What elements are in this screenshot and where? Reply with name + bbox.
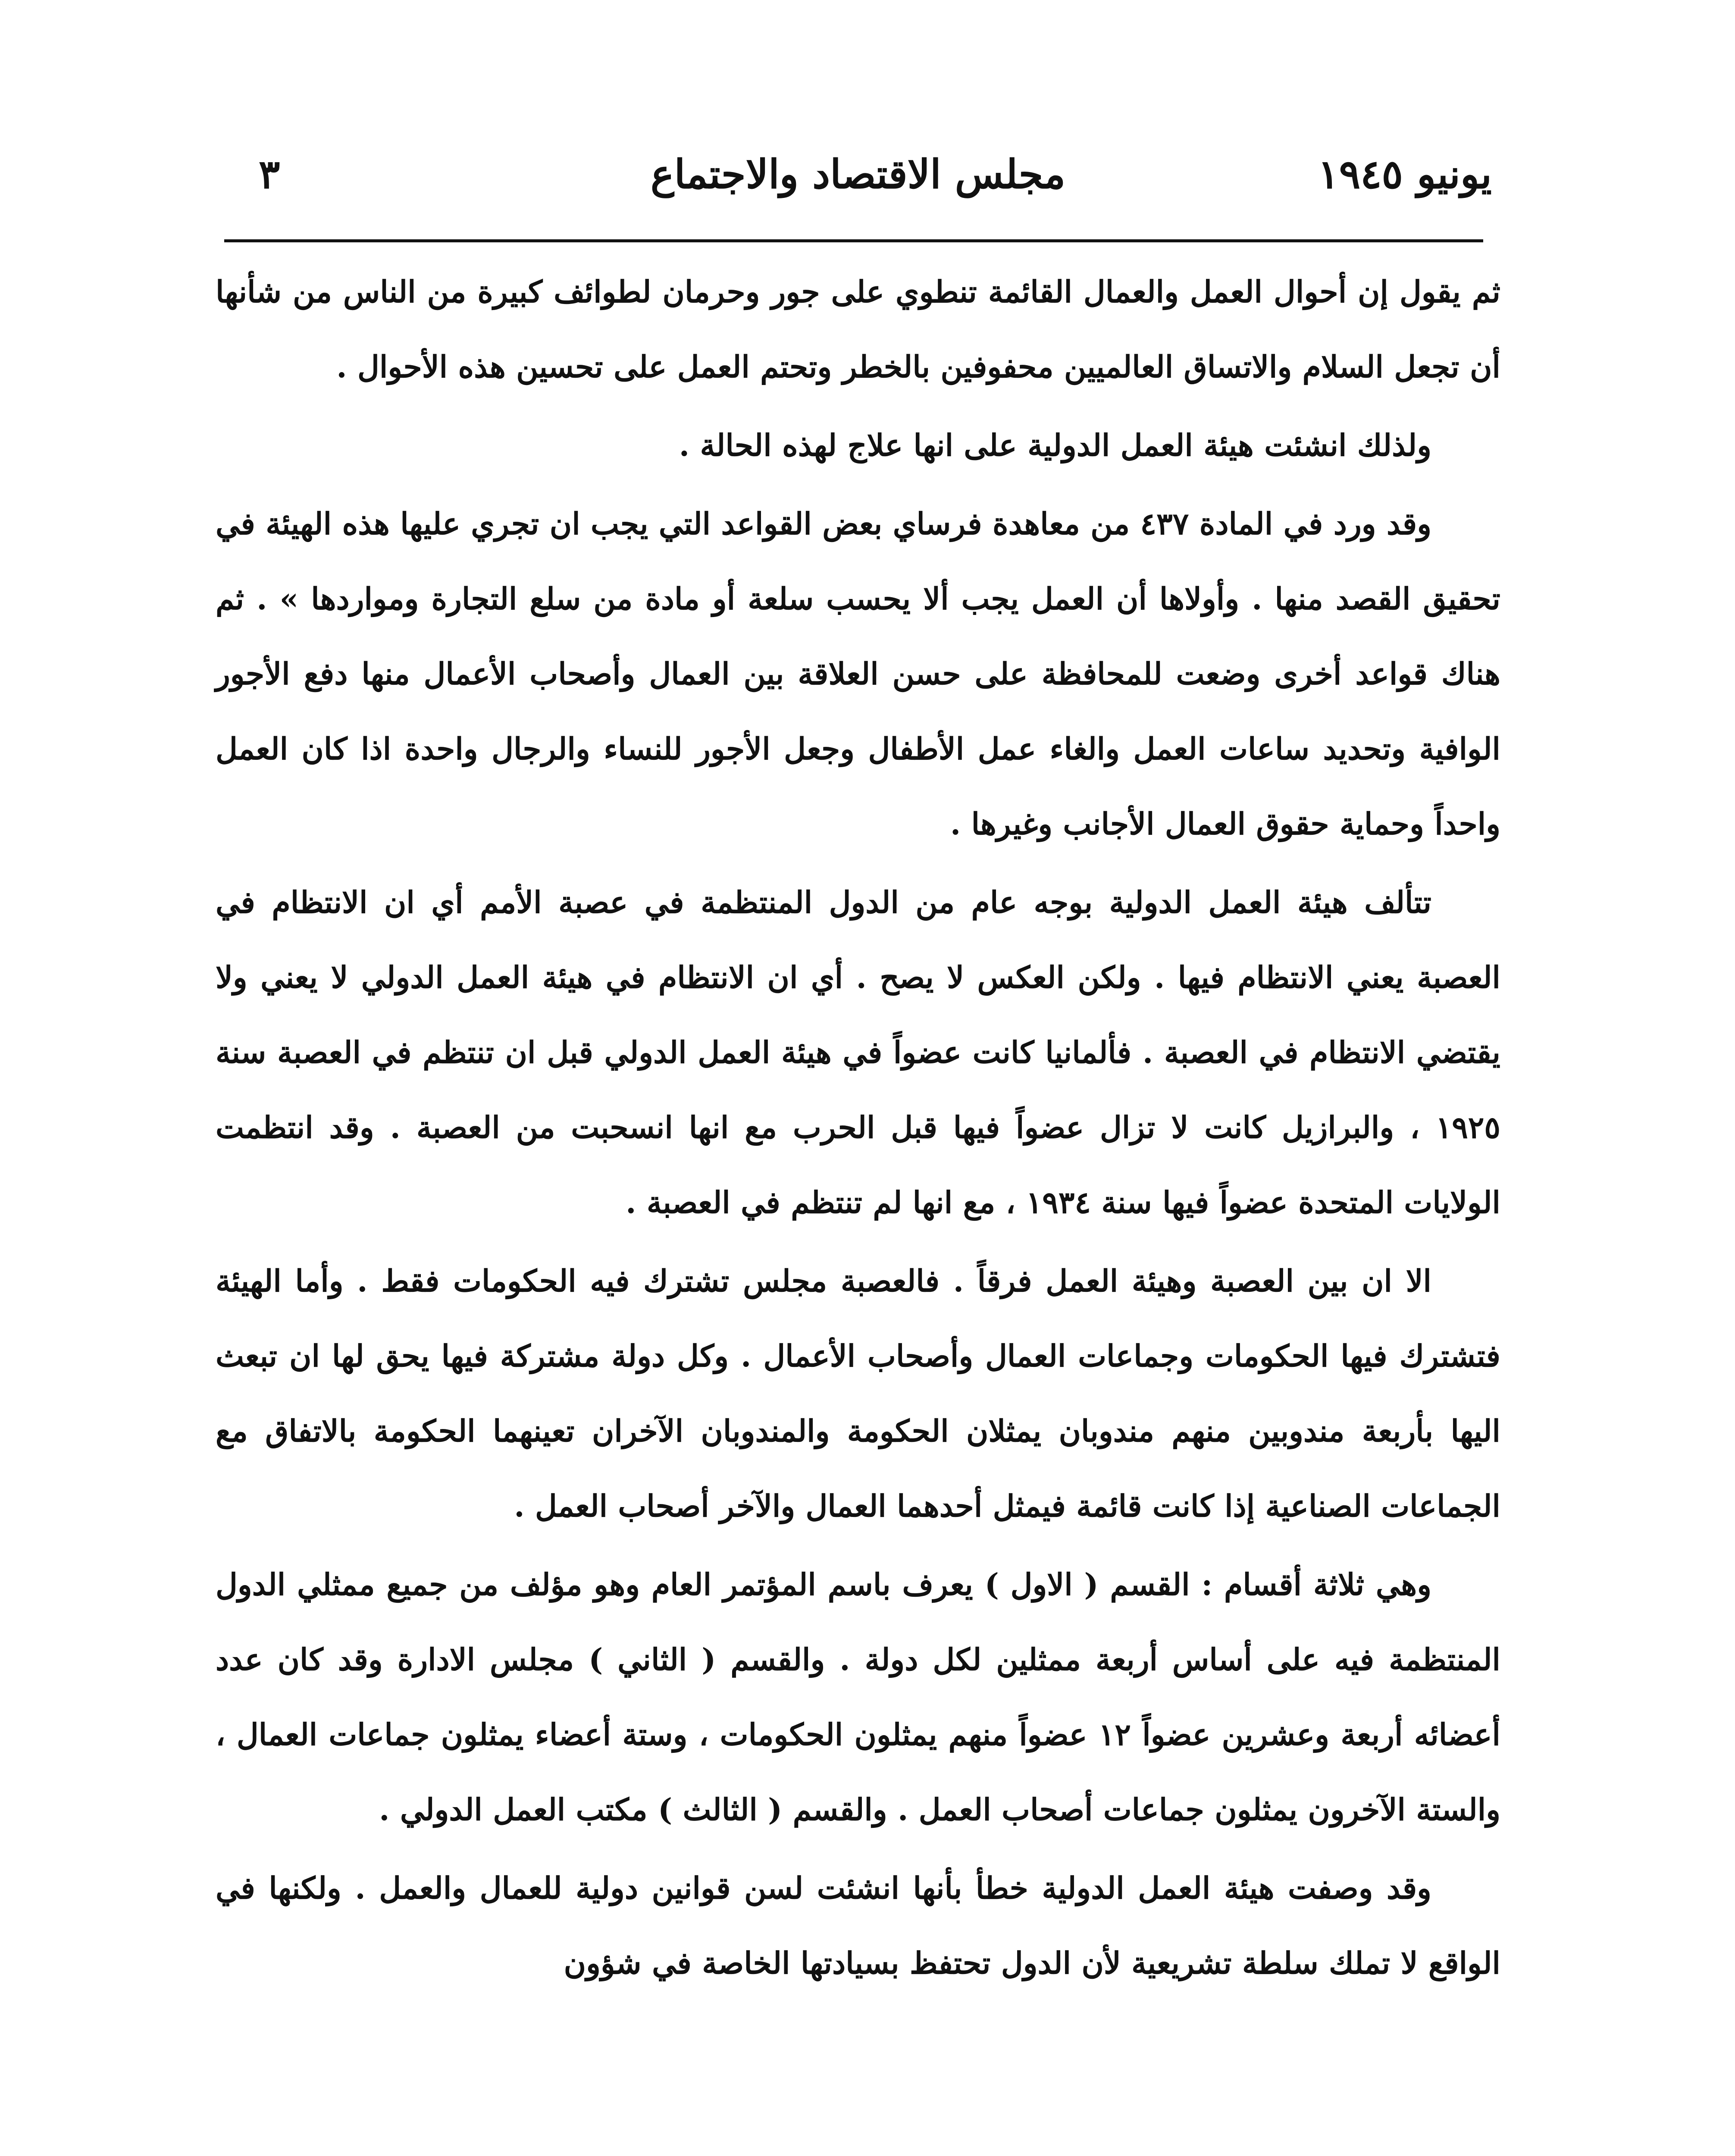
paragraph: ثم يقول إن أحوال العمل والعمال القائمة تنطوي على جور وحرمان لطوائف كبيرة من الناس من شأنها أن تجعل السلام والاتساق العالميين محفوفين بالخطر وتحتم العمل على تحسين هذه الأحوال . — [216, 274, 1500, 385]
paragraph: تتألف هيئة العمل الدولية بوجه عام من الدول المنتظمة في عصبة الأمم أي ان الانتظام في العصبة يعني الانتظام فيها . ولكن العكس لا يصح . أي ان الانتظام في هيئة العمل الدولي لا يعني ولا يقتضي الانتظام في العصبة . فألمانيا كانت عضواً في هيئة العمل الدولي قبل ان تنتظم في العصبة سنة ١٩٢٥ ، والبرازيل كانت لا تزال عضواً فيها قبل الحرب مع انها انسحبت من العصبة . وقد انتظمت الولايات المتحدة عضواً فيها سنة ١٩٣٤ ، مع انها لم تنتظم في العصبة . — [216, 884, 1500, 1220]
paragraph: الا ان بين العصبة وهيئة العمل فرقاً . فالعصبة مجلس تشترك فيه الحكومات فقط . وأما الهيئة فتشترك فيها الحكومات وجماعات العمال وأصحاب الأعمال . وكل دولة مشتركة فيها يحق لها ان تبعث اليها بأربعة مندوبين منهم مندوبان يمثلان الحكومة والمندوبان الآخران تعينهما الحكومة بالاتفاق مع الجماعات الصناعية إذا كانت قائمة فيمثل أحدهما العمال والآخر أصحاب العمل . — [216, 1263, 1500, 1524]
article-body — [216, 254, 1500, 2156]
paragraph: ولذلك انشئت هيئة العمل الدولية على انها علاج لهذه الحالة . — [679, 427, 1431, 463]
paragraph: وقد وصفت هيئة العمل الدولية خطأ بأنها انشئت لسن قوانين دولية للعمال والعمل . ولكنها في الواقع لا تملك سلطة تشريعية لأن الدول تحتفظ بسيادتها الخاصة في شؤون — [216, 1870, 1500, 1981]
header-divider — [224, 239, 1483, 242]
page-number: ٣ — [259, 151, 280, 197]
header-date: يونيو ١٩٤٥ — [1318, 151, 1492, 197]
running-header — [224, 142, 1492, 220]
header-title: مجلس الاقتصاد والاجتماع — [650, 151, 1066, 197]
paragraph: وقد ورد في المادة ٤٣٧ من معاهدة فرساي بعض القواعد التي يجب ان تجري عليها هذه الهيئة في تحقيق القصد منها . وأولاها أن العمل يجب ألا يحسب سلعة أو مادة من سلع التجارة ومواردها » . ثم هناك قواعد أخرى وضعت للمحافظة على حسن العلاقة بين العمال وأصحاب الأعمال منها دفع الأجور الوافية وتحديد ساعات العمل والغاء عمل الأطفال وجعل الأجور للنساء والرجال واحدة اذا كان العمل واحداً وحماية حقوق العمال الأجانب وغيرها . — [216, 506, 1500, 842]
paragraph: وهي ثلاثة أقسام : القسم ( الاول ) يعرف باسم المؤتمر العام وهو مؤلف من جميع ممثلي الدول المنتظمة فيه على أساس أربعة ممثلين لكل دولة . والقسم ( الثاني ) مجلس الادارة وقد كان عدد أعضائه أربعة وعشرين عضواً ١٢ عضواً منهم يمثلون الحكومات ، وستة أعضاء يمثلون جماعات العمال ، والستة الآخرون يمثلون جماعات أصحاب العمل . والقسم ( الثالث ) مكتب العمل الدولي . — [216, 1567, 1500, 1827]
